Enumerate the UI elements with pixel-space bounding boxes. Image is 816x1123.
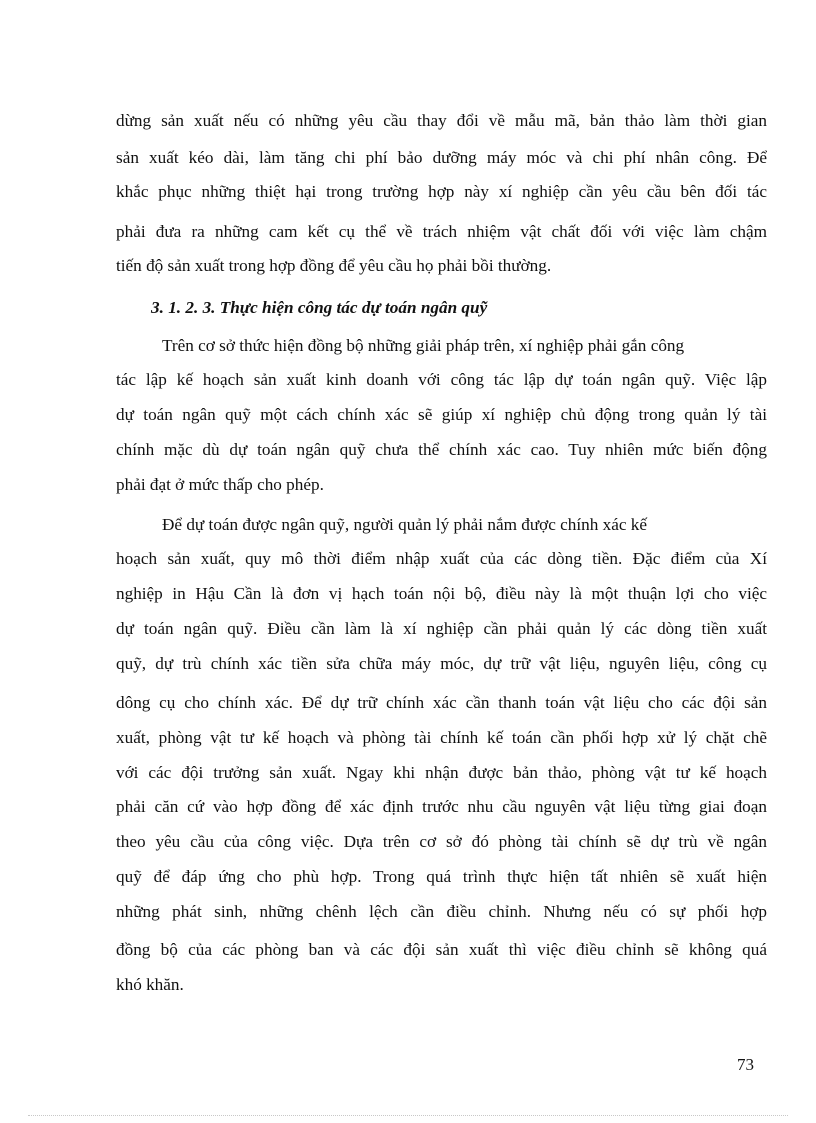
paragraph-3-line: hoạch sản xuất, quy mô thời điểm nhập xuất của các dòng tiền. Đặc điểm của Xí [116, 549, 767, 568]
paragraph-3-line: với các đội trưởng sản xuất. Ngay khi nhận được bản thảo, phòng vật tư kế hoạch [116, 763, 767, 782]
paragraph-2-line: chính mặc dù dự toán ngân quỹ chưa thể chính xác cao. Tuy nhiên mức biến động [116, 440, 767, 459]
paragraph-1-line: tiến độ sản xuất trong hợp đồng để yêu cầu họ phải bồi thường. [116, 256, 552, 275]
paragraph-2-line: Trên cơ sở thức hiện đồng bộ những giải pháp trên, xí nghiệp phải gắn công [162, 336, 685, 355]
paragraph-2-line: tác lập kế hoạch sản xuất kinh doanh với công tác lập dự toán ngân quỹ. Việc lập [116, 370, 767, 389]
paragraph-1-line: phải đưa ra những cam kết cụ thể về trách nhiệm vật chất đối với việc làm chậm [116, 222, 767, 241]
paragraph-3-line: dự toán ngân quỹ. Điều cần làm là xí nghiệp cần phải quản lý các dòng tiền xuất [116, 619, 767, 638]
paragraph-2-line: phải đạt ở mức thấp cho phép. [116, 475, 324, 494]
paragraph-3-line: khó khăn. [116, 975, 184, 994]
paragraph-3-line: Để dự toán được ngân quỹ, người quản lý phải nắm được chính xác kế [162, 515, 648, 534]
paragraph-3-line: phải căn cứ vào hợp đồng để xác định trước nhu cầu nguyên vật liệu từng giai đoạn [116, 797, 767, 816]
paragraph-3-line: dông cụ cho chính xác. Để dự trữ chính xác cần thanh toán vật liệu cho các đội sản [116, 693, 767, 712]
paragraph-3-line: quỹ, dự trù chính xác tiền sửa chữa máy móc, dự trữ vật liệu, nguyên liệu, công cụ [116, 654, 767, 673]
paragraph-3-line: những phát sinh, những chênh lệch cần điều chỉnh. Nhưng nếu có sự phối hợp [116, 902, 767, 921]
paragraph-3-line: xuất, phòng vật tư kế hoạch và phòng tài chính kế toán cần phối hợp xử lý chặt chẽ [116, 728, 767, 747]
footer-divider [28, 1115, 788, 1116]
paragraph-1-line: sản xuất kéo dài, làm tăng chi phí bảo dưỡng máy móc và chi phí nhân công. Để [116, 148, 767, 167]
paragraph-3-line: đồng bộ của các phòng ban và các đội sản xuất thì việc điều chỉnh sẽ không quá [116, 940, 767, 959]
section-heading: 3. 1. 2. 3. Thực hiện công tác dự toán ngân quỹ [151, 298, 488, 317]
paragraph-3-line: theo yêu cầu của công việc. Dựa trên cơ sở đó phòng tài chính sẽ dự trù về ngân [116, 832, 767, 851]
paragraph-3-line: nghiệp in Hậu Cần là đơn vị hạch toán nội bộ, điều này là một thuận lợi cho việc [116, 584, 767, 603]
paragraph-2-line: dự toán ngân quỹ một cách chính xác sẽ giúp xí nghiệp chủ động trong quản lý tài [116, 405, 767, 424]
paragraph-3-line: quỹ để đáp ứng cho phù hợp. Trong quá trình thực hiện tất nhiên sẽ xuất hiện [116, 867, 767, 886]
page-number: 73 [737, 1055, 754, 1074]
paragraph-1-line: khắc phục những thiệt hại trong trường hợp này xí nghiệp cần yêu cầu bên đối tác [116, 182, 767, 201]
paragraph-1-line: dừng sản xuất nếu có những yêu cầu thay đổi về mẫu mã, bản thảo làm thời gian [116, 111, 767, 130]
